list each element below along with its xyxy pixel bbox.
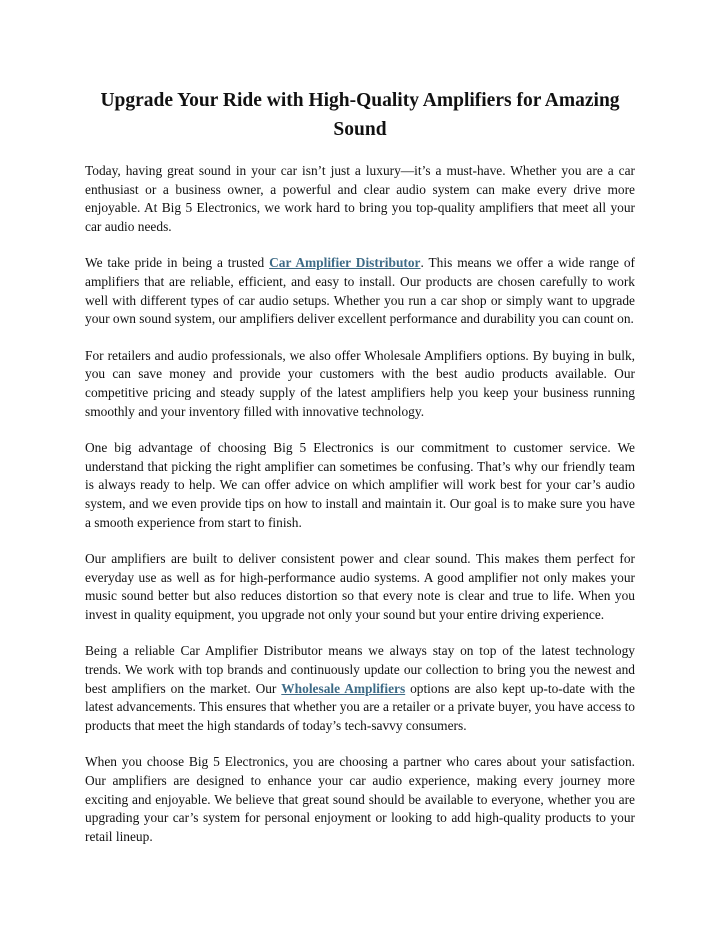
- paragraph-text: . This means we offer a wide range of amplifiers that are reliable, efficient, and easy to install. Our products are chosen carefully to work well with different types of car audio setups. Whether you run a car shop or simply want to upgrade your own sound system, our amplifiers deliver excellent performance and durability you can count on.: [85, 255, 636, 327]
- page-title: Upgrade Your Ride with High-Quality Amplifiers for Amazing Sound: [100, 90, 620, 140]
- paragraph-text: Being a reliable Car Amplifier Distributor means we always stay on top of the latest technology trends. We work with top brands and continuously update our collection to bring you the newest and best amplifiers on the market. Our: [85, 643, 635, 696]
- paragraph-text: We take pride in being a trusted: [85, 255, 270, 271]
- paragraph-text: options are also kept up-to-date with the latest advancements. This ensures that whether you are a retailer or a private buyer, you have access to products that meet the high standards of today’s tech-savvy consumers.: [85, 680, 635, 733]
- paragraph-wholesale: For retailers and audio professionals, we also offer Wholesale Amplifiers options. By buying in bulk, you can save money and provide your customers with the best audio products available. Our competitive pricing and steady supply of the latest amplifiers help you keep your business running smoothly and your inventory filled with innovative technology.: [85, 347, 635, 419]
- paragraph-technology: [85, 642, 635, 735]
- car-amplifier-distributor-link[interactable]: Car Amplifier Distributor: [269, 255, 421, 271]
- document-page: [85, 86, 635, 864]
- paragraph-closing: When you choose Big 5 Electronics, you are choosing a partner who cares about your satisfaction. Our amplifiers are designed to enhance your car audio experience, making every journey more exciting and enjoyable. We believe that great sound should be available to everyone, whether you are upgrading your car’s system for personal enjoyment or looking to add high-quality products to your retail lineup.: [85, 754, 635, 844]
- paragraph-distributor: [85, 254, 635, 328]
- wholesale-amplifiers-link[interactable]: Wholesale Amplifiers: [281, 680, 406, 696]
- paragraph-customer-service: One big advantage of choosing Big 5 Electronics is our commitment to customer service. We understand that picking the right amplifier can sometimes be confusing. That’s why our friendly team is always ready to help. We can offer advice on which amplifier will work best for your car’s audio system, and we even provide tips on how to install and maintain it. Our goal is to make sure you have a smooth experience from start to finish.: [85, 440, 635, 530]
- paragraph-performance: Our amplifiers are built to deliver consistent power and clear sound. This makes them perfect for everyday use as well as for high-performance audio systems. A good amplifier not only makes your music sound better but also reduces distortion so that every note is clear and true to life. When you invest in quality equipment, you upgrade not only your sound but your entire driving experience.: [85, 551, 635, 622]
- paragraph-intro: Today, having great sound in your car isn’t just a luxury—it’s a must-have. Whether you are a car enthusiast or a business owner, a powerful and clear audio system can make every drive more enjoyable. At Big 5 Electronics, we work hard to bring you top-quality amplifiers that meet all your car audio needs.: [85, 163, 635, 234]
